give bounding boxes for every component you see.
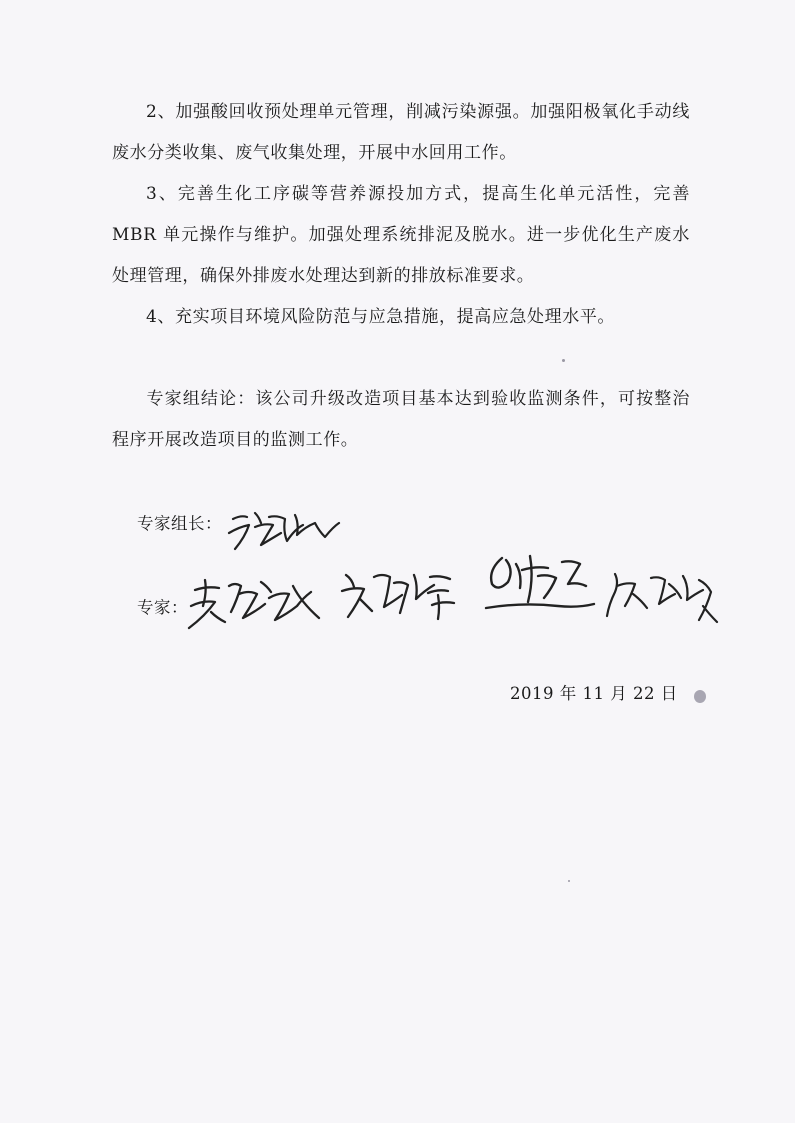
paragraph-risk-prevention bbox=[112, 297, 690, 338]
paragraph-text: 4、充实项目环境风险防范与应急措施，提高应急处理水平。 bbox=[146, 307, 616, 327]
paragraph-text: 2、加强酸回收预处理单元管理，削减污染源强。加强阳极氧化手动线废水分类收集、废气收集处理，开展中水回用工作。 bbox=[112, 102, 690, 163]
expert-leader-label: 专家组长： bbox=[137, 514, 222, 533]
scan-speck bbox=[568, 880, 570, 882]
expert-signature-2 bbox=[338, 565, 468, 627]
paragraph-acid-recovery bbox=[112, 92, 690, 174]
leader-signature bbox=[225, 505, 345, 555]
paragraph-biochemical bbox=[112, 174, 690, 297]
paragraph-text: 3、完善生化工序碳等营养源投加方式，提高生化单元活性，完善MBR 单元操作与维护。加强处理系统排泥及脱水。进一步优化生产废水处理管理，确保外排废水处理达到新的排放标准要求。 bbox=[112, 184, 690, 286]
expert-signature-4 bbox=[603, 566, 723, 632]
experts-label: 专家： bbox=[137, 598, 188, 617]
scan-speck bbox=[562, 359, 565, 362]
paragraph-text: 专家组结论：该公司升级改造项目基本达到验收监测条件，可按整治程序开展改造项目的监测工作。 bbox=[112, 389, 690, 450]
expert-signature-3 bbox=[482, 548, 602, 620]
signing-date: 2019 年 11 月 22 日 bbox=[510, 684, 678, 703]
paragraph-conclusion bbox=[112, 379, 690, 461]
scan-speck bbox=[694, 690, 706, 703]
expert-signature-1 bbox=[185, 572, 325, 634]
